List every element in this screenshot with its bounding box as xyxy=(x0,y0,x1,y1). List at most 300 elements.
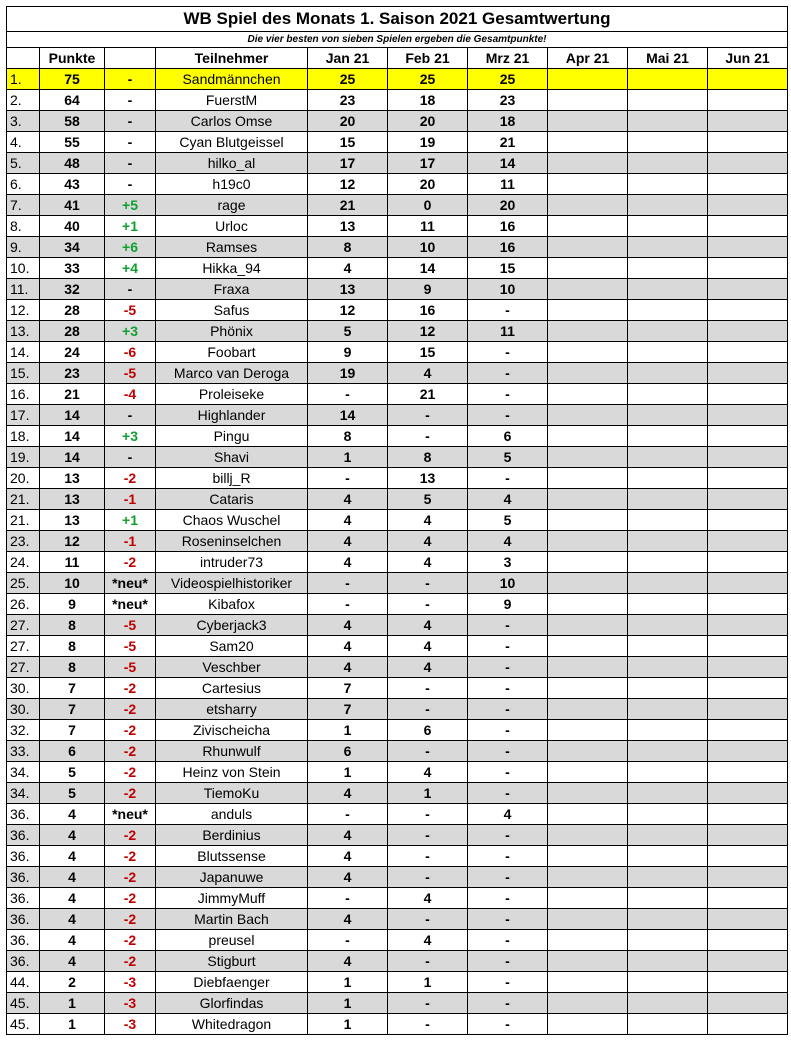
points-cell: 5 xyxy=(40,762,105,783)
page-subtitle: Die vier besten von sieben Spielen ergeben die Gesamtpunkte! xyxy=(7,32,788,48)
score-mrz: - xyxy=(468,615,548,636)
score-feb: 4 xyxy=(388,930,468,951)
points-cell: 48 xyxy=(40,153,105,174)
table-row xyxy=(7,363,788,384)
score-jun xyxy=(708,153,788,174)
score-mrz: - xyxy=(468,720,548,741)
score-mrz: 5 xyxy=(468,447,548,468)
participant-name: Berdinius xyxy=(156,825,308,846)
rank-cell: 36. xyxy=(7,867,40,888)
points-cell: 12 xyxy=(40,531,105,552)
participant-name: Foobart xyxy=(156,342,308,363)
table-row xyxy=(7,804,788,825)
change-cell: -5 xyxy=(105,300,156,321)
rank-cell: 1. xyxy=(7,69,40,90)
participant-name: Shavi xyxy=(156,447,308,468)
table-row xyxy=(7,531,788,552)
score-apr xyxy=(548,174,628,195)
participant-name: TiemoKu xyxy=(156,783,308,804)
score-jun xyxy=(708,174,788,195)
participant-name: Carlos Omse xyxy=(156,111,308,132)
score-jun xyxy=(708,636,788,657)
points-cell: 13 xyxy=(40,468,105,489)
score-mai xyxy=(628,279,708,300)
rank-cell: 34. xyxy=(7,783,40,804)
score-mrz: - xyxy=(468,993,548,1014)
score-mai xyxy=(628,216,708,237)
score-mrz: 25 xyxy=(468,69,548,90)
table-row xyxy=(7,594,788,615)
score-mai xyxy=(628,321,708,342)
table-row xyxy=(7,510,788,531)
rank-cell: 26. xyxy=(7,594,40,615)
score-jan: - xyxy=(308,594,388,615)
change-cell: -1 xyxy=(105,531,156,552)
points-cell: 13 xyxy=(40,510,105,531)
change-cell: -2 xyxy=(105,825,156,846)
change-cell: -2 xyxy=(105,846,156,867)
score-jan: 1 xyxy=(308,1014,388,1035)
score-feb: 4 xyxy=(388,888,468,909)
score-apr xyxy=(548,657,628,678)
score-mai xyxy=(628,993,708,1014)
change-cell: +3 xyxy=(105,426,156,447)
score-jan: 13 xyxy=(308,279,388,300)
change-cell: -3 xyxy=(105,993,156,1014)
score-jan: 4 xyxy=(308,552,388,573)
score-apr xyxy=(548,741,628,762)
score-mai xyxy=(628,342,708,363)
score-mai xyxy=(628,132,708,153)
score-mai xyxy=(628,594,708,615)
score-mai xyxy=(628,699,708,720)
score-feb: - xyxy=(388,867,468,888)
score-jun xyxy=(708,846,788,867)
change-cell: -3 xyxy=(105,1014,156,1035)
score-feb: - xyxy=(388,951,468,972)
score-jun xyxy=(708,384,788,405)
table-row xyxy=(7,636,788,657)
header-rank xyxy=(7,48,40,69)
table-row xyxy=(7,867,788,888)
score-apr xyxy=(548,237,628,258)
score-jun xyxy=(708,993,788,1014)
score-feb: - xyxy=(388,741,468,762)
table-row xyxy=(7,447,788,468)
participant-name: Sandmännchen xyxy=(156,69,308,90)
score-apr xyxy=(548,321,628,342)
change-cell: +1 xyxy=(105,510,156,531)
score-jan: 4 xyxy=(308,531,388,552)
rank-cell: 36. xyxy=(7,888,40,909)
rank-cell: 11. xyxy=(7,279,40,300)
points-cell: 7 xyxy=(40,678,105,699)
header-month-mrz: Mrz 21 xyxy=(468,48,548,69)
rank-cell: 24. xyxy=(7,552,40,573)
score-apr xyxy=(548,720,628,741)
table-row xyxy=(7,1014,788,1035)
score-jan: 7 xyxy=(308,678,388,699)
score-apr xyxy=(548,468,628,489)
change-cell: - xyxy=(105,111,156,132)
score-jun xyxy=(708,1014,788,1035)
score-mrz: 11 xyxy=(468,321,548,342)
table-row xyxy=(7,216,788,237)
score-mrz: 14 xyxy=(468,153,548,174)
points-cell: 28 xyxy=(40,300,105,321)
points-cell: 34 xyxy=(40,237,105,258)
score-mai xyxy=(628,405,708,426)
participant-name: h19c0 xyxy=(156,174,308,195)
participant-name: Ramses xyxy=(156,237,308,258)
score-feb: - xyxy=(388,678,468,699)
score-apr xyxy=(548,951,628,972)
score-apr xyxy=(548,405,628,426)
participant-name: Stigburt xyxy=(156,951,308,972)
score-feb: 11 xyxy=(388,216,468,237)
points-cell: 5 xyxy=(40,783,105,804)
score-jun xyxy=(708,90,788,111)
rank-cell: 36. xyxy=(7,804,40,825)
score-mai xyxy=(628,636,708,657)
score-jun xyxy=(708,594,788,615)
score-feb: - xyxy=(388,846,468,867)
table-row xyxy=(7,69,788,90)
score-feb: 4 xyxy=(388,762,468,783)
score-jun xyxy=(708,657,788,678)
participant-name: Heinz von Stein xyxy=(156,762,308,783)
points-cell: 23 xyxy=(40,363,105,384)
score-apr xyxy=(548,552,628,573)
score-feb: 10 xyxy=(388,237,468,258)
change-cell: - xyxy=(105,153,156,174)
change-cell: -2 xyxy=(105,552,156,573)
table-row xyxy=(7,342,788,363)
score-mai xyxy=(628,825,708,846)
participant-name: Hikka_94 xyxy=(156,258,308,279)
change-cell: - xyxy=(105,405,156,426)
table-row xyxy=(7,426,788,447)
score-jun xyxy=(708,489,788,510)
change-cell: -5 xyxy=(105,657,156,678)
score-jan: 5 xyxy=(308,321,388,342)
rank-cell: 36. xyxy=(7,825,40,846)
score-apr xyxy=(548,804,628,825)
score-mai xyxy=(628,951,708,972)
score-mrz: 5 xyxy=(468,510,548,531)
score-mrz: - xyxy=(468,762,548,783)
score-mai xyxy=(628,678,708,699)
rank-cell: 18. xyxy=(7,426,40,447)
change-cell: - xyxy=(105,90,156,111)
score-jan: - xyxy=(308,888,388,909)
score-feb: 21 xyxy=(388,384,468,405)
score-jun xyxy=(708,615,788,636)
participant-name: Proleiseke xyxy=(156,384,308,405)
score-jun xyxy=(708,216,788,237)
rank-cell: 45. xyxy=(7,1014,40,1035)
score-apr xyxy=(548,846,628,867)
participant-name: Sam20 xyxy=(156,636,308,657)
rank-cell: 23. xyxy=(7,531,40,552)
change-cell: +1 xyxy=(105,216,156,237)
table-row xyxy=(7,384,788,405)
score-jan: 9 xyxy=(308,342,388,363)
participant-name: Rhunwulf xyxy=(156,741,308,762)
score-mrz: - xyxy=(468,405,548,426)
standings-table xyxy=(6,6,788,1035)
score-mrz: 6 xyxy=(468,426,548,447)
score-apr xyxy=(548,867,628,888)
score-mrz: - xyxy=(468,951,548,972)
points-cell: 40 xyxy=(40,216,105,237)
rank-cell: 4. xyxy=(7,132,40,153)
score-mrz: 4 xyxy=(468,531,548,552)
score-feb: 18 xyxy=(388,90,468,111)
score-jun xyxy=(708,300,788,321)
score-jan: - xyxy=(308,468,388,489)
score-mrz: 9 xyxy=(468,594,548,615)
score-mai xyxy=(628,237,708,258)
score-jun xyxy=(708,573,788,594)
participant-name: Zivischeicha xyxy=(156,720,308,741)
score-mrz: 4 xyxy=(468,489,548,510)
participant-name: FuerstM xyxy=(156,90,308,111)
score-apr xyxy=(548,783,628,804)
score-mrz: 10 xyxy=(468,573,548,594)
score-jun xyxy=(708,132,788,153)
score-feb: 15 xyxy=(388,342,468,363)
rank-cell: 6. xyxy=(7,174,40,195)
score-mrz: - xyxy=(468,930,548,951)
score-mai xyxy=(628,741,708,762)
participant-name: Videospielhistoriker xyxy=(156,573,308,594)
score-feb: 5 xyxy=(388,489,468,510)
change-cell: -4 xyxy=(105,384,156,405)
score-jan: 8 xyxy=(308,426,388,447)
change-cell: -2 xyxy=(105,951,156,972)
score-apr xyxy=(548,762,628,783)
rank-cell: 14. xyxy=(7,342,40,363)
score-mrz: 4 xyxy=(468,804,548,825)
table-row xyxy=(7,90,788,111)
points-cell: 8 xyxy=(40,615,105,636)
score-apr xyxy=(548,111,628,132)
points-cell: 11 xyxy=(40,552,105,573)
participant-name: Fraxa xyxy=(156,279,308,300)
score-mrz: 10 xyxy=(468,279,548,300)
change-cell: - xyxy=(105,174,156,195)
score-jun xyxy=(708,783,788,804)
table-row xyxy=(7,279,788,300)
table-row xyxy=(7,489,788,510)
score-jun xyxy=(708,426,788,447)
score-jan: 23 xyxy=(308,90,388,111)
score-mai xyxy=(628,762,708,783)
score-jun xyxy=(708,678,788,699)
score-jan: 4 xyxy=(308,615,388,636)
table-row xyxy=(7,552,788,573)
score-jun xyxy=(708,510,788,531)
score-mai xyxy=(628,174,708,195)
change-cell: -2 xyxy=(105,909,156,930)
score-feb: 9 xyxy=(388,279,468,300)
points-cell: 1 xyxy=(40,1014,105,1035)
score-apr xyxy=(548,426,628,447)
score-feb: - xyxy=(388,573,468,594)
score-apr xyxy=(548,90,628,111)
score-mai xyxy=(628,888,708,909)
score-jun xyxy=(708,531,788,552)
points-cell: 6 xyxy=(40,741,105,762)
score-mrz: - xyxy=(468,972,548,993)
score-jan: 21 xyxy=(308,195,388,216)
score-apr xyxy=(548,363,628,384)
score-apr xyxy=(548,615,628,636)
points-cell: 24 xyxy=(40,342,105,363)
rank-cell: 21. xyxy=(7,489,40,510)
score-jan: 25 xyxy=(308,69,388,90)
table-row xyxy=(7,405,788,426)
change-cell: -5 xyxy=(105,363,156,384)
score-jun xyxy=(708,867,788,888)
score-apr xyxy=(548,678,628,699)
score-jun xyxy=(708,951,788,972)
score-feb: - xyxy=(388,993,468,1014)
participant-name: hilko_al xyxy=(156,153,308,174)
points-cell: 7 xyxy=(40,720,105,741)
points-cell: 2 xyxy=(40,972,105,993)
score-mrz: - xyxy=(468,867,548,888)
points-cell: 4 xyxy=(40,825,105,846)
participant-name: Pingu xyxy=(156,426,308,447)
score-mai xyxy=(628,972,708,993)
participant-name: Cyberjack3 xyxy=(156,615,308,636)
points-cell: 33 xyxy=(40,258,105,279)
score-jun xyxy=(708,930,788,951)
rank-cell: 36. xyxy=(7,846,40,867)
points-cell: 28 xyxy=(40,321,105,342)
points-cell: 41 xyxy=(40,195,105,216)
change-cell: -2 xyxy=(105,888,156,909)
rank-cell: 34. xyxy=(7,762,40,783)
score-mrz: - xyxy=(468,825,548,846)
score-mrz: - xyxy=(468,888,548,909)
points-cell: 58 xyxy=(40,111,105,132)
points-cell: 4 xyxy=(40,909,105,930)
score-feb: - xyxy=(388,405,468,426)
rank-cell: 30. xyxy=(7,678,40,699)
score-jan: 4 xyxy=(308,258,388,279)
score-feb: - xyxy=(388,804,468,825)
change-cell: -3 xyxy=(105,972,156,993)
score-mai xyxy=(628,69,708,90)
score-apr xyxy=(548,909,628,930)
score-jan: 19 xyxy=(308,363,388,384)
points-cell: 8 xyxy=(40,636,105,657)
participant-name: Kibafox xyxy=(156,594,308,615)
table-row xyxy=(7,615,788,636)
header-row xyxy=(7,48,788,69)
participant-name: billj_R xyxy=(156,468,308,489)
rank-cell: 12. xyxy=(7,300,40,321)
rank-cell: 19. xyxy=(7,447,40,468)
score-apr xyxy=(548,888,628,909)
score-apr xyxy=(548,300,628,321)
table-row xyxy=(7,174,788,195)
participant-name: rage xyxy=(156,195,308,216)
change-cell: - xyxy=(105,447,156,468)
score-mai xyxy=(628,426,708,447)
table-row xyxy=(7,321,788,342)
table-row xyxy=(7,678,788,699)
points-cell: 10 xyxy=(40,573,105,594)
change-cell: +5 xyxy=(105,195,156,216)
score-jun xyxy=(708,699,788,720)
score-mai xyxy=(628,909,708,930)
score-jan: 13 xyxy=(308,216,388,237)
score-apr xyxy=(548,699,628,720)
rank-cell: 33. xyxy=(7,741,40,762)
points-cell: 43 xyxy=(40,174,105,195)
change-cell: *neu* xyxy=(105,573,156,594)
participant-name: Martin Bach xyxy=(156,909,308,930)
score-feb: 0 xyxy=(388,195,468,216)
score-apr xyxy=(548,489,628,510)
score-jan: 4 xyxy=(308,657,388,678)
change-cell: -2 xyxy=(105,699,156,720)
score-jan: 6 xyxy=(308,741,388,762)
participant-name: Chaos Wuschel xyxy=(156,510,308,531)
score-apr xyxy=(548,531,628,552)
score-feb: 20 xyxy=(388,111,468,132)
change-cell: -6 xyxy=(105,342,156,363)
rank-cell: 36. xyxy=(7,930,40,951)
score-feb: 4 xyxy=(388,615,468,636)
score-mai xyxy=(628,930,708,951)
score-feb: - xyxy=(388,699,468,720)
score-feb: 4 xyxy=(388,657,468,678)
header-month-feb: Feb 21 xyxy=(388,48,468,69)
table-row xyxy=(7,972,788,993)
rank-cell: 30. xyxy=(7,699,40,720)
score-feb: 16 xyxy=(388,300,468,321)
score-mai xyxy=(628,783,708,804)
score-mai xyxy=(628,867,708,888)
participant-name: Cartesius xyxy=(156,678,308,699)
participant-name: Japanuwe xyxy=(156,867,308,888)
table-row xyxy=(7,573,788,594)
score-jan: 4 xyxy=(308,951,388,972)
score-apr xyxy=(548,153,628,174)
score-jan: - xyxy=(308,573,388,594)
participant-name: Safus xyxy=(156,300,308,321)
score-mai xyxy=(628,1014,708,1035)
score-apr xyxy=(548,972,628,993)
points-cell: 4 xyxy=(40,804,105,825)
participant-name: intruder73 xyxy=(156,552,308,573)
score-jun xyxy=(708,363,788,384)
score-mai xyxy=(628,195,708,216)
score-jan: 4 xyxy=(308,636,388,657)
score-feb: - xyxy=(388,594,468,615)
points-cell: 7 xyxy=(40,699,105,720)
score-feb: 14 xyxy=(388,258,468,279)
score-feb: 4 xyxy=(388,510,468,531)
score-mai xyxy=(628,846,708,867)
score-mrz: 16 xyxy=(468,237,548,258)
points-cell: 21 xyxy=(40,384,105,405)
